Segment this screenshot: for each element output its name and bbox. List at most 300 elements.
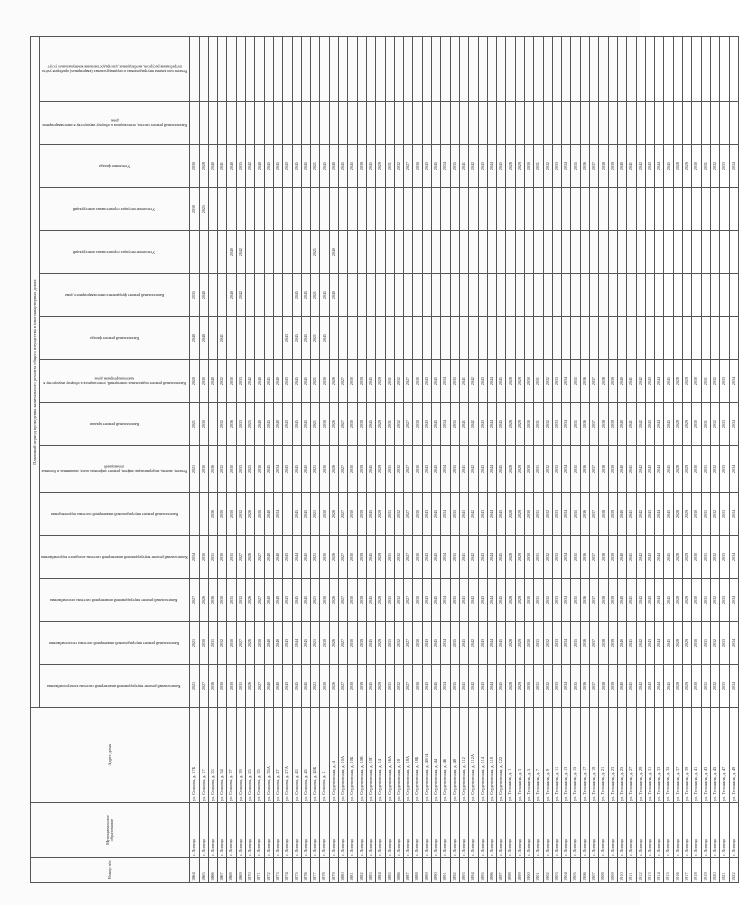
row-year-cell xyxy=(283,493,292,536)
row-year-cell xyxy=(720,37,729,102)
row-year-cell xyxy=(208,231,217,274)
row-year-cell xyxy=(515,231,524,274)
row-address: ул. Тельмана, д. 21 xyxy=(599,708,608,803)
row-year-cell: 2035 xyxy=(450,360,459,403)
table-row xyxy=(636,37,645,883)
row-year-cell: 2043 xyxy=(478,403,487,446)
row-year-cell xyxy=(524,102,533,145)
row-year-cell xyxy=(608,37,617,102)
row-year-cell xyxy=(636,188,645,231)
row-year-cell: 2031 xyxy=(534,446,543,493)
row-year-cell xyxy=(571,37,580,102)
row-year-cell xyxy=(487,317,496,360)
row-year-cell: 2042 xyxy=(246,360,255,403)
row-year-cell xyxy=(506,37,515,102)
row-year-cell: 2044 xyxy=(487,579,496,622)
row-year-cell xyxy=(617,188,626,231)
row-year-cell xyxy=(655,274,664,317)
row-year-cell xyxy=(385,274,394,317)
row-year-cell xyxy=(534,274,543,317)
row-address: ул. Студеновская, д. 112 xyxy=(459,708,468,803)
row-year-cell: 2045 xyxy=(497,403,506,446)
row-year-cell xyxy=(376,317,385,360)
row-year-cell xyxy=(339,102,348,145)
row-year-cell xyxy=(599,274,608,317)
row-year-cell: 2045 xyxy=(497,145,506,188)
row-year-cell: 2045 xyxy=(664,493,673,536)
row-year-cell: 2035 xyxy=(571,403,580,446)
row-number: 1893 xyxy=(459,858,468,883)
row-municipality: г. Липецк xyxy=(255,803,264,858)
row-year-cell xyxy=(441,231,450,274)
row-year-cell xyxy=(478,102,487,145)
row-year-cell xyxy=(227,188,236,231)
row-year-cell: 2034 xyxy=(441,403,450,446)
row-year-cell: 2045 xyxy=(366,665,375,708)
header-group-title: Плановый период проведения капитального ремонта общего имущества в многоквартирных домах xyxy=(31,37,40,708)
row-year-cell xyxy=(655,317,664,360)
row-year-cell: 2045 xyxy=(366,446,375,493)
row-year-cell xyxy=(571,317,580,360)
row-year-cell: 2045 xyxy=(301,403,310,446)
row-year-cell: 2045 xyxy=(497,493,506,536)
row-number: 1874 xyxy=(283,858,292,883)
row-year-cell: 2035 xyxy=(450,145,459,188)
row-year-cell: 2035 xyxy=(450,403,459,446)
row-year-cell: 2030 xyxy=(692,403,701,446)
row-number: 1892 xyxy=(450,858,459,883)
row-year-cell: 2029 xyxy=(515,579,524,622)
row-year-cell xyxy=(413,231,422,274)
table-row xyxy=(515,37,524,883)
row-year-cell: 2031 xyxy=(208,622,217,665)
row-year-cell xyxy=(273,231,282,274)
row-year-cell xyxy=(645,231,654,274)
row-year-cell: 2028 xyxy=(673,536,682,579)
repair-schedule-table xyxy=(30,36,739,883)
row-year-cell xyxy=(627,231,636,274)
row-year-cell: 2045 xyxy=(273,145,282,188)
row-year-cell xyxy=(729,102,738,145)
row-year-cell: 2039 xyxy=(357,446,366,493)
row-year-cell: 2029 xyxy=(376,579,385,622)
row-year-cell: 2026 xyxy=(329,665,338,708)
row-year-cell: 2029 xyxy=(376,622,385,665)
row-year-cell: 2029 xyxy=(376,665,385,708)
row-year-cell xyxy=(515,188,524,231)
row-year-cell: 2035 xyxy=(450,493,459,536)
row-year-cell xyxy=(190,102,199,145)
row-year-cell: 2044 xyxy=(487,493,496,536)
row-year-cell: 2040 xyxy=(264,493,273,536)
header-address: Адрес дома xyxy=(31,708,190,803)
row-year-cell: 2030 xyxy=(320,579,329,622)
row-year-cell: 2040 xyxy=(617,665,626,708)
row-year-cell xyxy=(627,102,636,145)
row-year-cell xyxy=(487,231,496,274)
row-address: ул. Тельмана, д. 5 xyxy=(524,708,533,803)
row-year-cell: 2043 xyxy=(283,360,292,403)
row-year-cell: 2040 xyxy=(273,536,282,579)
row-year-cell: 2045 xyxy=(366,403,375,446)
row-year-cell: 2043 xyxy=(283,622,292,665)
row-year-cell xyxy=(218,274,227,317)
row-municipality: г. Липецк xyxy=(701,803,710,858)
row-year-cell xyxy=(710,188,719,231)
row-year-cell: 2029 xyxy=(376,446,385,493)
row-year-cell: 2032 xyxy=(236,579,245,622)
row-year-cell: 2038 xyxy=(599,403,608,446)
row-year-cell: 2027 xyxy=(339,536,348,579)
row-year-cell: 2027 xyxy=(339,360,348,403)
row-address: ул. Стахова, д. 25 xyxy=(246,708,255,803)
row-year-cell: 2045 xyxy=(292,665,301,708)
header-work-5: Ремонт, замена, модернизация лифтов, ремонт лифтовых шахт, машинных и блочных помещений xyxy=(40,446,190,493)
row-year-cell: 2045 xyxy=(320,145,329,188)
row-year-cell xyxy=(264,317,273,360)
row-municipality: г. Липецк xyxy=(673,803,682,858)
row-year-cell: 2032 xyxy=(710,360,719,403)
row-year-cell xyxy=(673,102,682,145)
row-year-cell: 2044 xyxy=(487,665,496,708)
row-municipality: г. Липецк xyxy=(590,803,599,858)
row-year-cell: 2039 xyxy=(608,665,617,708)
row-year-cell xyxy=(329,37,338,102)
row-municipality: г. Липецк xyxy=(487,803,496,858)
row-year-cell xyxy=(199,102,208,145)
row-address: ул. Тельмана, д. 45 xyxy=(710,708,719,803)
row-year-cell: 2032 xyxy=(543,446,552,493)
row-year-cell: 2029 xyxy=(683,622,692,665)
row-year-cell xyxy=(701,274,710,317)
row-year-cell: 2045 xyxy=(292,360,301,403)
row-year-cell xyxy=(673,37,682,102)
row-year-cell xyxy=(664,37,673,102)
row-year-cell: 2044 xyxy=(292,622,301,665)
row-year-cell: 2033 xyxy=(552,360,561,403)
row-year-cell: 2036 xyxy=(580,403,589,446)
row-municipality: г. Липецк xyxy=(617,803,626,858)
row-year-cell: 2030 xyxy=(320,360,329,403)
row-year-cell xyxy=(552,317,561,360)
row-address: ул. Тельмана, д. 35 xyxy=(664,708,673,803)
row-year-cell: 2026 xyxy=(329,536,338,579)
row-year-cell: 2029 xyxy=(683,579,692,622)
row-address: ул. Студеновская, д. 10А xyxy=(339,708,348,803)
row-year-cell xyxy=(571,274,580,317)
table-row xyxy=(376,37,385,883)
row-year-cell: 2044 xyxy=(655,579,664,622)
row-address: ул. Студеновская, д. 44 xyxy=(432,708,441,803)
row-year-cell: 2028 xyxy=(506,622,515,665)
row-year-cell xyxy=(329,317,338,360)
row-year-cell xyxy=(339,188,348,231)
row-year-cell: 2034 xyxy=(562,536,571,579)
row-year-cell: 2042 xyxy=(236,274,245,317)
row-year-cell xyxy=(199,231,208,274)
row-year-cell xyxy=(404,317,413,360)
row-year-cell xyxy=(552,37,561,102)
row-year-cell xyxy=(320,188,329,231)
row-address: ул. Тельмана, д. 37 xyxy=(673,708,682,803)
row-year-cell: 2044 xyxy=(487,403,496,446)
row-year-cell xyxy=(627,37,636,102)
header-work-0: Капитальный ремонт внутридомовой инженерной системы электроснабжения xyxy=(40,665,190,708)
row-year-cell xyxy=(487,188,496,231)
row-year-cell: 2032 xyxy=(218,360,227,403)
table-row xyxy=(348,37,357,883)
row-year-cell xyxy=(357,188,366,231)
row-year-cell xyxy=(562,37,571,102)
row-municipality: г. Липецк xyxy=(404,803,413,858)
row-address: ул. Тельмана, д. 49 xyxy=(729,708,738,803)
row-year-cell: 2045 xyxy=(432,446,441,493)
table-row xyxy=(552,37,561,883)
row-year-cell: 2038 xyxy=(599,446,608,493)
row-year-cell: 2037 xyxy=(590,403,599,446)
row-year-cell xyxy=(236,188,245,231)
row-year-cell: 2040 xyxy=(329,274,338,317)
row-year-cell: 2035 xyxy=(571,622,580,665)
row-number: 1909 xyxy=(608,858,617,883)
row-year-cell xyxy=(664,188,673,231)
row-address: ул. Тельмана, д. 7 xyxy=(534,708,543,803)
row-year-cell: 2044 xyxy=(487,145,496,188)
row-year-cell: 2033 xyxy=(552,536,561,579)
table-row xyxy=(273,37,282,883)
row-year-cell: 2043 xyxy=(478,579,487,622)
row-year-cell: 2045 xyxy=(292,317,301,360)
table-row xyxy=(413,37,422,883)
row-municipality: г. Липецк xyxy=(562,803,571,858)
row-year-cell xyxy=(636,231,645,274)
row-year-cell xyxy=(524,231,533,274)
row-address: ул. Стахова, д. 17 xyxy=(199,708,208,803)
row-year-cell xyxy=(627,317,636,360)
row-year-cell: 2030 xyxy=(348,446,357,493)
row-year-cell xyxy=(590,231,599,274)
row-year-cell: 2027 xyxy=(339,579,348,622)
row-number: 1891 xyxy=(441,858,450,883)
row-year-cell xyxy=(385,102,394,145)
row-year-cell: 2030 xyxy=(227,360,236,403)
row-number: 1871 xyxy=(255,858,264,883)
row-year-cell: 2030 xyxy=(320,536,329,579)
row-number: 1866 xyxy=(208,858,217,883)
row-year-cell xyxy=(357,231,366,274)
row-year-cell: 2032 xyxy=(710,446,719,493)
row-year-cell xyxy=(645,102,654,145)
row-year-cell: 2041 xyxy=(459,536,468,579)
row-year-cell: 2036 xyxy=(580,665,589,708)
row-number: 1879 xyxy=(329,858,338,883)
row-year-cell: 2044 xyxy=(655,536,664,579)
row-year-cell: 2031 xyxy=(701,145,710,188)
row-year-cell xyxy=(608,102,617,145)
table-row xyxy=(478,37,487,883)
row-municipality: г. Липецк xyxy=(366,803,375,858)
row-year-cell: 2033 xyxy=(720,622,729,665)
row-year-cell: 2037 xyxy=(590,493,599,536)
table-row xyxy=(366,37,375,883)
row-year-cell: 2045 xyxy=(664,579,673,622)
row-year-cell xyxy=(534,317,543,360)
row-address: ул. Тельмана, д. 19 xyxy=(590,708,599,803)
row-year-cell xyxy=(599,188,608,231)
row-year-cell xyxy=(450,188,459,231)
row-year-cell xyxy=(459,231,468,274)
table-row xyxy=(218,37,227,883)
row-year-cell: 2037 xyxy=(590,446,599,493)
row-year-cell: 2031 xyxy=(385,145,394,188)
row-year-cell xyxy=(636,37,645,102)
row-address: ул. Тельмана, д. 17 xyxy=(580,708,589,803)
row-year-cell: 2045 xyxy=(497,622,506,665)
row-year-cell xyxy=(729,37,738,102)
row-municipality: г. Липецк xyxy=(608,803,617,858)
row-year-cell: 2043 xyxy=(283,446,292,493)
row-year-cell: 2032 xyxy=(218,622,227,665)
row-year-cell xyxy=(348,37,357,102)
row-year-cell xyxy=(208,102,217,145)
row-municipality: г. Липецк xyxy=(264,803,273,858)
row-year-cell: 2031 xyxy=(385,536,394,579)
row-year-cell xyxy=(394,231,403,274)
row-year-cell: 2030 xyxy=(692,446,701,493)
row-year-cell: 2043 xyxy=(422,493,431,536)
row-year-cell xyxy=(580,37,589,102)
row-year-cell: 2040 xyxy=(273,622,282,665)
row-year-cell xyxy=(608,188,617,231)
row-year-cell: 2036 xyxy=(580,622,589,665)
row-year-cell xyxy=(264,37,273,102)
row-year-cell: 2042 xyxy=(636,622,645,665)
row-year-cell: 2030 xyxy=(348,665,357,708)
row-year-cell: 2034 xyxy=(729,493,738,536)
row-year-cell: 2045 xyxy=(301,536,310,579)
row-year-cell xyxy=(199,493,208,536)
row-year-cell xyxy=(524,274,533,317)
row-year-cell: 2021 xyxy=(311,493,320,536)
row-year-cell: 2030 xyxy=(692,360,701,403)
row-year-cell: 2026 xyxy=(246,536,255,579)
table-row xyxy=(497,37,506,883)
row-year-cell: 2030 xyxy=(218,493,227,536)
row-year-cell: 2032 xyxy=(394,493,403,536)
row-municipality: г. Липецк xyxy=(506,803,515,858)
row-year-cell: 2028 xyxy=(673,446,682,493)
row-address: ул. Стахова, д. 35А xyxy=(264,708,273,803)
table-row xyxy=(608,37,617,883)
row-year-cell: 2031 xyxy=(385,360,394,403)
row-year-cell: 2034 xyxy=(729,360,738,403)
row-year-cell xyxy=(404,37,413,102)
row-municipality: г. Липецк xyxy=(450,803,459,858)
row-year-cell xyxy=(543,102,552,145)
row-municipality: г. Липецк xyxy=(469,803,478,858)
row-year-cell xyxy=(627,188,636,231)
row-year-cell: 2027 xyxy=(255,665,264,708)
row-year-cell xyxy=(376,231,385,274)
row-year-cell: 2027 xyxy=(404,145,413,188)
header-work-2: Капитальный ремонт внутридомовой инженерной системы газоснабжения xyxy=(40,579,190,622)
row-number: 1920 xyxy=(710,858,719,883)
row-year-cell: 2030 xyxy=(524,536,533,579)
row-year-cell xyxy=(422,188,431,231)
row-year-cell: 2031 xyxy=(701,360,710,403)
row-year-cell xyxy=(264,188,273,231)
row-address: ул. Студеновская, д. 10В xyxy=(357,708,366,803)
row-municipality: г. Липецк xyxy=(432,803,441,858)
row-number: 1896 xyxy=(487,858,496,883)
row-number: 1918 xyxy=(692,858,701,883)
row-address: ул. Студеновская, д. 10Г xyxy=(366,708,375,803)
row-year-cell: 2033 xyxy=(720,446,729,493)
row-year-cell: 2021 xyxy=(190,403,199,446)
row-number: 1889 xyxy=(422,858,431,883)
row-year-cell: 2039 xyxy=(357,360,366,403)
row-year-cell: 2034 xyxy=(441,536,450,579)
row-year-cell xyxy=(441,102,450,145)
row-year-cell: 2029 xyxy=(683,403,692,446)
row-year-cell: 2043 xyxy=(478,145,487,188)
header-work-4: Капитальный ремонт внутридомовой инженерной системы водоотведения xyxy=(40,493,190,536)
row-year-cell: 2044 xyxy=(487,360,496,403)
row-number: 1913 xyxy=(645,858,654,883)
row-number: 1903 xyxy=(552,858,561,883)
row-year-cell: 2033 xyxy=(552,665,561,708)
row-year-cell: 2043 xyxy=(422,579,431,622)
row-year-cell: 2025 xyxy=(246,446,255,493)
row-year-cell: 2030 xyxy=(524,403,533,446)
row-year-cell: 2035 xyxy=(227,536,236,579)
row-year-cell: 2038 xyxy=(599,145,608,188)
table-row xyxy=(599,37,608,883)
row-municipality: г. Липецк xyxy=(664,803,673,858)
row-year-cell: 2034 xyxy=(729,403,738,446)
row-year-cell: 2042 xyxy=(636,446,645,493)
row-year-cell: 2034 xyxy=(562,665,571,708)
row-year-cell xyxy=(208,37,217,102)
row-year-cell: 2034 xyxy=(729,622,738,665)
row-number: 1878 xyxy=(320,858,329,883)
row-year-cell: 2042 xyxy=(469,145,478,188)
row-year-cell xyxy=(534,231,543,274)
row-year-cell xyxy=(590,274,599,317)
row-municipality: г. Липецк xyxy=(478,803,487,858)
row-year-cell: 2031 xyxy=(701,536,710,579)
row-year-cell: 2042 xyxy=(636,579,645,622)
row-year-cell: 2040 xyxy=(264,536,273,579)
row-year-cell xyxy=(497,188,506,231)
table-row xyxy=(283,37,292,883)
table-row xyxy=(311,37,320,883)
row-municipality: г. Липецк xyxy=(320,803,329,858)
row-year-cell: 2026 xyxy=(329,622,338,665)
row-number: 1900 xyxy=(524,858,533,883)
row-year-cell xyxy=(608,231,617,274)
row-year-cell: 2030 xyxy=(320,622,329,665)
row-year-cell: 2035 xyxy=(571,493,580,536)
row-year-cell: 2039 xyxy=(608,493,617,536)
row-year-cell xyxy=(301,231,310,274)
row-year-cell: 2034 xyxy=(273,493,282,536)
row-municipality: г. Липецк xyxy=(571,803,580,858)
row-year-cell xyxy=(413,317,422,360)
row-year-cell xyxy=(506,188,515,231)
row-year-cell: 2044 xyxy=(655,493,664,536)
row-year-cell: 2045 xyxy=(292,403,301,446)
